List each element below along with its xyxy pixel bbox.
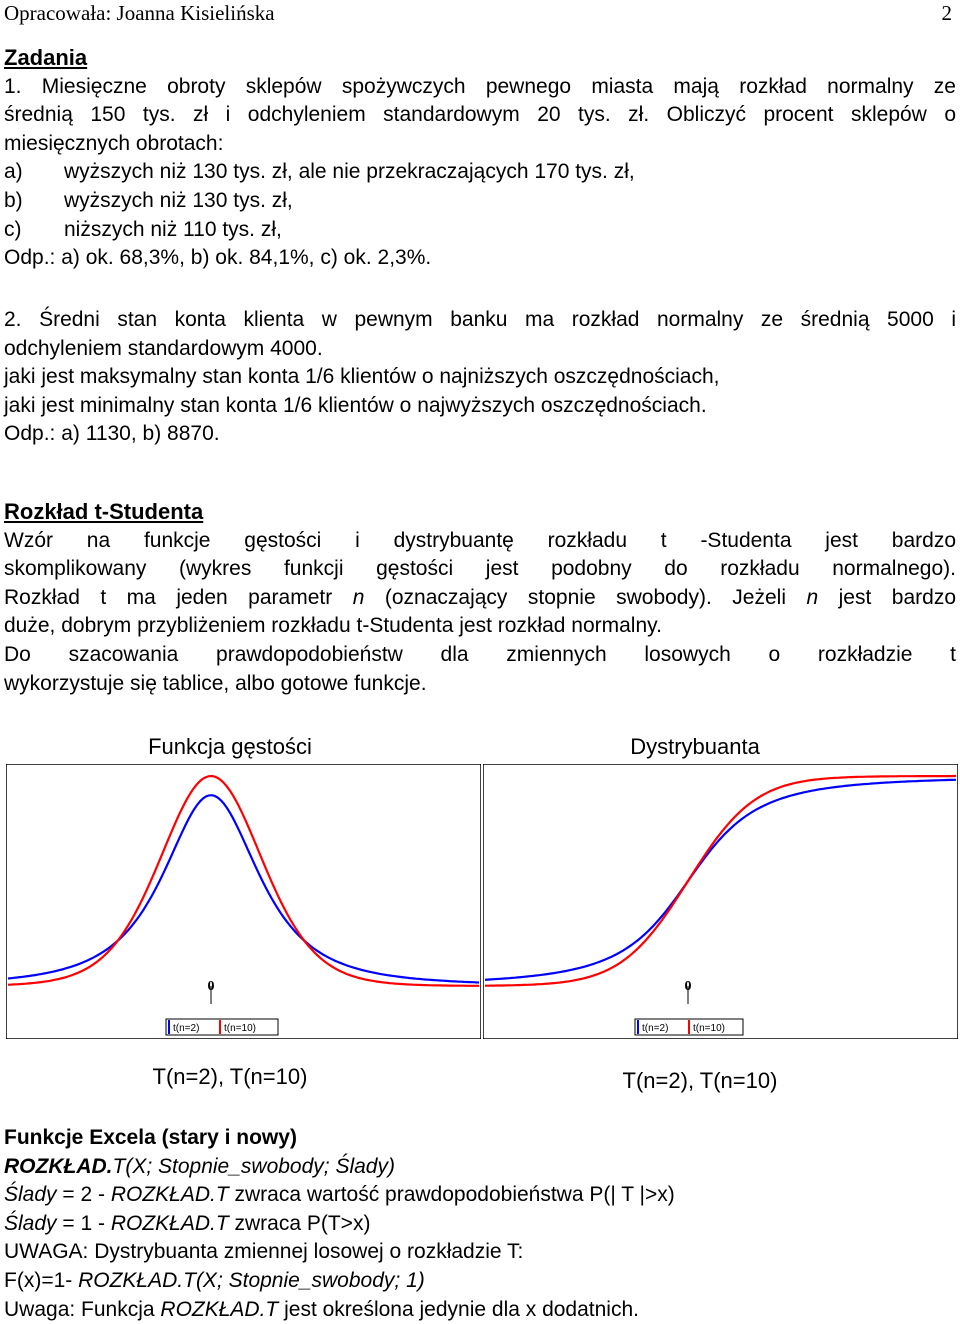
legend-label-n2: t(n=2) <box>642 1023 669 1034</box>
task1-line2: średnią 150 tys. zł i odchyleniem standardowym 20 tys. zł. Obliczyć procent sklepów o <box>4 103 956 127</box>
text-run: zwraca P(T>x) <box>228 1211 371 1235</box>
cdf-chart <box>483 764 958 1039</box>
legend <box>635 1019 743 1035</box>
text-run: = 2 - <box>56 1183 111 1207</box>
excel-line2 <box>4 1181 956 1210</box>
text-run: Uwaga: Funkcja <box>4 1297 161 1321</box>
item-label: c) <box>4 217 22 241</box>
task2-line2: odchyleniem standardowym 4000. <box>4 336 323 360</box>
excel-line3 <box>4 1210 956 1239</box>
task1-item-b <box>4 187 956 216</box>
x-tick-label: 0 <box>684 979 692 994</box>
item-label: a) <box>4 160 23 184</box>
task1-item-c <box>4 216 956 245</box>
task1-line1: 1. Miesięczne obroty sklepów spożywczych pewnego miasta mają rozkład normalny ze <box>4 74 956 98</box>
param-n: n <box>806 585 819 609</box>
function-name: ROZKŁAD. <box>4 1154 113 1178</box>
author-line: Opracowała: Joanna Kisielińska <box>4 1 275 25</box>
param-n: n <box>352 585 365 609</box>
density-caption-bottom: T(n=2), T(n=10) <box>152 1064 308 1089</box>
tasks-heading: Zadania <box>4 45 88 70</box>
page-header <box>4 0 956 26</box>
t-student-line3 <box>4 584 956 613</box>
text-run: ROZKŁAD.T <box>160 1297 279 1321</box>
task2-section <box>4 306 956 449</box>
text-run: Rozkład t ma jeden parametr <box>4 585 353 609</box>
task2-line3: jaki jest maksymalny stan konta 1/6 klientów o najniższych oszczędnościach, <box>4 365 720 389</box>
legend-label-n10: t(n=10) <box>224 1023 256 1034</box>
t-student-section <box>4 498 956 698</box>
item-text: wyższych niż 130 tys. zł, <box>64 188 293 212</box>
t-student-line1: Wzór na funkcje gęstości i dystrybuantę rozkładu t -Studenta jest bardzo <box>4 528 956 552</box>
task2-line1: 2. Średni stan konta klienta w pewnym banku ma rozkład normalny ze średnią 5000 i <box>4 308 956 331</box>
excel-heading: Funkcje Excela (stary i nowy) <box>4 1126 297 1149</box>
page-number: 2 <box>941 1 952 25</box>
t-student-line6: wykorzystuje się tablice, albo gotowe funkcje. <box>4 671 427 695</box>
function-args: T(X; Stopnie_swobody; Ślady) <box>112 1154 395 1178</box>
excel-line5 <box>4 1267 956 1296</box>
text-run: zwraca wartość prawdopodobieństwa P(| T |>x) <box>228 1183 675 1207</box>
excel-formula-line <box>4 1153 956 1182</box>
t-student-line2: skomplikowany (wykres funkcji gęstości jest podobny do rozkładu normalnego). <box>4 557 956 581</box>
chart-frame <box>6 764 481 1039</box>
t-student-heading: Rozkład t-Studenta <box>4 499 204 524</box>
chart-frame <box>483 764 958 1039</box>
cdf-caption-top: Dystrybuanta <box>630 734 760 759</box>
text-run: = 1 - <box>56 1211 111 1235</box>
text-run: Ślady <box>4 1211 57 1235</box>
density-chart <box>6 764 481 1039</box>
legend-label-n10: t(n=10) <box>693 1023 725 1034</box>
task1-line3: miesięcznych obrotach: <box>4 131 224 155</box>
task2-answer: Odp.: a) 1130, b) 8870. <box>4 422 220 446</box>
density-caption-top: Funkcja gęstości <box>148 734 312 759</box>
text-run: ROZKŁAD.T(X; Stopnie_swobody; 1) <box>78 1268 425 1292</box>
excel-line4: UWAGA: Dystrybuanta zmiennej losowej o rozkładzie T: <box>4 1240 524 1264</box>
text-run: jest określona jedynie dla x dodatnich. <box>278 1297 639 1321</box>
t-student-line5: Do szacowania prawdopodobieństw dla zmiennych losowych o rozkładzie t <box>4 642 956 666</box>
task1-item-a <box>4 158 956 187</box>
item-text: wyższych niż 130 tys. zł, ale nie przekraczających 170 tys. zł, <box>64 160 635 184</box>
text-run: ROZKŁAD.T <box>110 1211 229 1235</box>
text-run: (oznaczający stopnie swobody). Jeżeli <box>364 585 807 609</box>
cdf-caption-bottom: T(n=2), T(n=10) <box>622 1068 778 1093</box>
tasks-section <box>4 44 956 273</box>
excel-line6 <box>4 1296 956 1324</box>
t-student-line4: duże, dobrym przybliżeniem rozkładu t-Studenta jest rozkład normalny. <box>4 614 662 638</box>
item-text: niższych niż 110 tys. zł, <box>64 217 282 241</box>
excel-section <box>4 1124 956 1324</box>
task1-answer: Odp.: a) ok. 68,3%, b) ok. 84,1%, c) ok. 2,3%. <box>4 246 432 270</box>
text-run: ROZKŁAD.T <box>110 1183 229 1207</box>
legend <box>166 1019 278 1035</box>
legend-label-n2: t(n=2) <box>173 1023 200 1034</box>
text-run: Ślady <box>4 1183 57 1207</box>
text-run: jest bardzo <box>818 585 957 609</box>
x-tick-label: 0 <box>207 979 215 994</box>
task2-line4: jaki jest minimalny stan konta 1/6 klientów o najwyższych oszczędnościach. <box>4 393 707 417</box>
text-run: F(x)=1- <box>4 1268 79 1292</box>
item-label: b) <box>4 188 23 212</box>
